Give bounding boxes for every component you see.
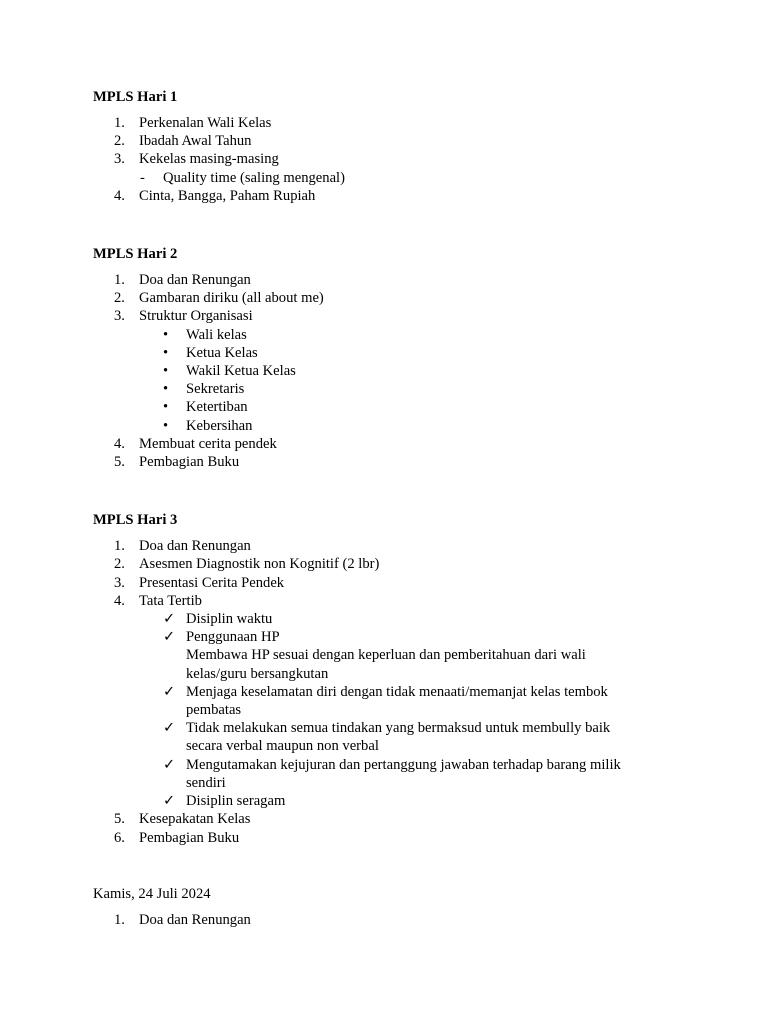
check-item	[93, 628, 673, 646]
list-number: 4.	[114, 592, 125, 609]
check-item	[93, 792, 673, 810]
bullet-marker: •	[163, 381, 169, 398]
check-icon: ✓	[163, 629, 176, 646]
list-number: 3.	[114, 308, 125, 325]
check-item-continuation: secara verbal maupun non verbal	[186, 738, 379, 755]
list-item	[93, 592, 673, 610]
list-number: 2.	[114, 290, 125, 307]
list-item	[93, 574, 673, 592]
check-item	[93, 610, 673, 628]
list-item	[93, 289, 673, 307]
list-item-text: Doa dan Renungan	[139, 538, 251, 555]
check-icon: ✓	[163, 720, 176, 737]
check-item	[93, 756, 673, 774]
list-item-text: Kesepakatan Kelas	[139, 811, 251, 828]
list-number: 2.	[114, 556, 125, 573]
list-item	[93, 435, 673, 453]
bullet-item	[93, 362, 673, 380]
bullet-marker: •	[163, 363, 169, 380]
list-number: 6.	[114, 829, 125, 846]
day3-list	[93, 537, 673, 846]
check-text: Disiplin waktu	[186, 611, 273, 628]
bullet-text: Ketua Kelas	[186, 344, 258, 361]
sub-list-item	[93, 169, 673, 187]
check-item-continuation: sendiri	[186, 774, 226, 791]
bullet-marker: •	[163, 399, 169, 416]
check-item	[93, 683, 673, 701]
section-spacer	[93, 205, 673, 243]
list-number: 5.	[114, 811, 125, 828]
list-item	[93, 271, 673, 289]
dash-marker: -	[140, 169, 145, 186]
bullet-text: Wali kelas	[186, 326, 247, 343]
bullet-item	[93, 398, 673, 416]
list-number: 3.	[114, 574, 125, 591]
bullet-marker: •	[163, 326, 169, 343]
check-icon: ✓	[163, 793, 176, 810]
check-item-note: kelas/guru bersangkutan	[186, 665, 329, 682]
list-number: 4.	[114, 435, 125, 452]
check-item-continuation: pembatas	[186, 702, 242, 719]
bullet-text: Kebersihan	[186, 417, 253, 434]
bullet-marker: •	[163, 417, 169, 434]
list-item	[93, 307, 673, 325]
list-number: 2.	[114, 133, 125, 150]
day4-list	[93, 911, 673, 929]
check-text: Tidak melakukan semua tindakan yang bermaksud untuk membully baik	[186, 720, 611, 737]
list-item	[93, 829, 673, 847]
list-number: 1.	[114, 272, 125, 289]
list-item	[93, 555, 673, 573]
document-page	[93, 86, 673, 929]
list-number: 1.	[114, 911, 125, 928]
list-number: 1.	[114, 538, 125, 555]
list-item-text: Asesmen Diagnostik non Kognitif (2 lbr)	[139, 556, 380, 573]
day2-list	[93, 271, 673, 471]
section-spacer	[93, 471, 673, 509]
list-item	[93, 150, 673, 168]
bullet-item	[93, 344, 673, 362]
list-number: 5.	[114, 454, 125, 471]
check-icon: ✓	[163, 756, 176, 773]
list-item-text: Membuat cerita pendek	[139, 435, 277, 452]
check-item	[93, 719, 673, 737]
bullet-text: Sekretaris	[186, 381, 245, 398]
section-heading-day3: MPLS Hari 3	[93, 512, 178, 529]
section-heading-day1: MPLS Hari 1	[93, 89, 178, 105]
list-item-text: Kekelas masing-masing	[139, 151, 279, 168]
list-item-text: Gambaran diriku (all about me)	[139, 290, 324, 307]
bullet-text: Wakil Ketua Kelas	[186, 363, 296, 380]
sub-item-text: Quality time (saling mengenal)	[163, 169, 345, 186]
check-icon: ✓	[163, 611, 176, 628]
list-number: 4.	[114, 187, 125, 204]
list-item-text: Ibadah Awal Tahun	[139, 133, 252, 150]
list-item	[93, 537, 673, 555]
date-heading: Kamis, 24 Juli 2024	[93, 885, 211, 902]
list-item-text: Doa dan Renungan	[139, 911, 251, 928]
check-text: Menjaga keselamatan diri dengan tidak menaati/memanjat kelas tembok	[186, 683, 608, 700]
list-item	[93, 114, 673, 132]
list-item	[93, 453, 673, 471]
list-item-text: Pembagian Buku	[139, 829, 240, 846]
section-heading-day2: MPLS Hari 2	[93, 246, 178, 263]
list-number: 3.	[114, 151, 125, 168]
bullet-item	[93, 417, 673, 435]
check-icon: ✓	[163, 683, 176, 700]
bullet-item	[93, 380, 673, 398]
check-text: Mengutamakan kejujuran dan pertanggung jawaban terhadap barang milik	[186, 756, 621, 773]
list-item	[93, 132, 673, 150]
list-item-text: Cinta, Bangga, Paham Rupiah	[139, 187, 316, 204]
list-item-text: Struktur Organisasi	[139, 308, 253, 325]
bullet-text: Ketertiban	[186, 399, 248, 416]
list-item	[93, 187, 673, 205]
bullet-marker: •	[163, 344, 169, 361]
day1-list	[93, 114, 673, 205]
list-item-text: Tata Tertib	[139, 592, 202, 609]
list-item-text: Perkenalan Wali Kelas	[139, 115, 272, 131]
bullet-item	[93, 326, 673, 344]
list-item-text: Pembagian Buku	[139, 454, 240, 471]
check-text: Penggunaan HP	[186, 629, 280, 646]
list-item-text: Doa dan Renungan	[139, 272, 251, 289]
check-item-note: Membawa HP sesuai dengan keperluan dan pemberitahuan dari wali	[186, 647, 586, 664]
list-item	[93, 911, 673, 929]
list-item-text: Presentasi Cerita Pendek	[139, 574, 285, 591]
check-text: Disiplin seragam	[186, 793, 286, 810]
section-spacer	[93, 847, 673, 883]
list-item	[93, 810, 673, 828]
list-number: 1.	[114, 115, 125, 131]
